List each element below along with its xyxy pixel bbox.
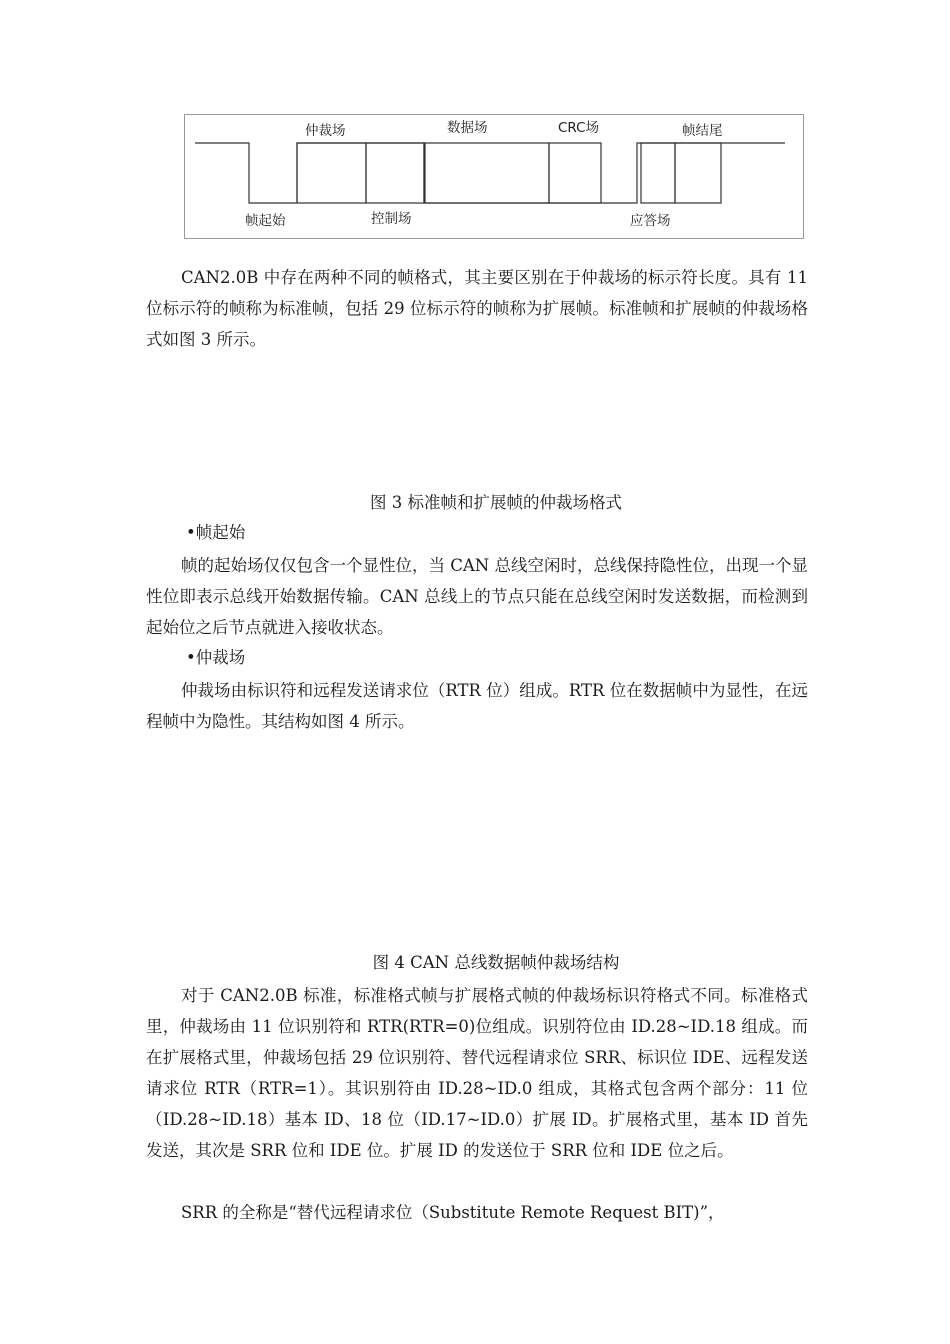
arbitration-field-box [297,143,366,203]
paragraph-extended-format: 对于 CAN2.0B 标准，标准格式帧与扩展格式帧的仲裁场标识符格式不同。标准格式里，仲裁场由 11 位识别符和 RTR(RTR=0)位组成。识别符位由 ID.28~ID.18 组成。而在扩展格式里，仲裁场包括 29 位识别符、替代远程请求位 SRR、标识位 IDE、远程发送请求位 RTR（RTR=1）。其识别符由 ID.28~ID.0 组成，其格式包含两个部分：11 位（ID.28~ID.18）基本 ID、18 位（ID.17~ID.0）扩展 ID。扩展格式里，基本 ID 首先发送，其次是 SRR 位和 IDE 位。扩展 ID 的发送位于 SRR 位和 IDE 位之后。 [146,986,808,1160]
figure3-caption: 图 3 标准帧和扩展帧的仲裁场格式 [370,493,622,512]
label-sof: 帧起始 [245,213,286,229]
bullet-arbitration-field: •仲裁场 [186,648,246,667]
figure4-caption: 图 4 CAN 总线数据帧仲裁场结构 [372,953,620,972]
paragraph-arbitration-field: 仲裁场由标识符和远程发送请求位（RTR 位）组成。RTR 位在数据帧中为显性，在远程帧中为隐性。其结构如图 4 所示。 [146,681,808,731]
eof-field-box [675,143,721,203]
label-eof: 帧结尾 [682,123,723,139]
crc-field-box [549,143,601,203]
can-frame-diagram [185,115,805,240]
can-frame-figure [184,114,804,239]
label-control: 控制场 [371,211,412,227]
waveform-line [195,143,785,203]
data-field-box [424,143,549,203]
ack-field-box [641,143,675,203]
label-arbitration: 仲裁场 [305,123,346,139]
paragraph-frame-formats: CAN2.0B 中存在两种不同的帧格式，其主要区别在于仲裁场的标示符长度。具有 11 位标示符的帧称为标准帧，包括 29 位标示符的帧称为扩展帧。标准帧和扩展帧的仲裁场格式如图 3 所示。 [146,268,808,349]
paragraph-start-of-frame: 帧的起始场仅仅包含一个显性位，当 CAN 总线空闲时，总线保持隐性位，出现一个显性位即表示总线开始数据传输。CAN 总线上的节点只能在总线空闲时发送数据，而检测到起始位之后节点就进入接收状态。 [146,556,808,637]
label-crc: CRC场 [558,120,600,136]
control-field-box [366,143,424,203]
paragraph-srr: SRR 的全称是“替代远程请求位（Substitute Remote Request BIT)”， [181,1203,725,1222]
label-ack: 应答场 [630,213,671,229]
label-data: 数据场 [447,120,488,136]
bullet-start-of-frame: •帧起始 [186,523,246,542]
